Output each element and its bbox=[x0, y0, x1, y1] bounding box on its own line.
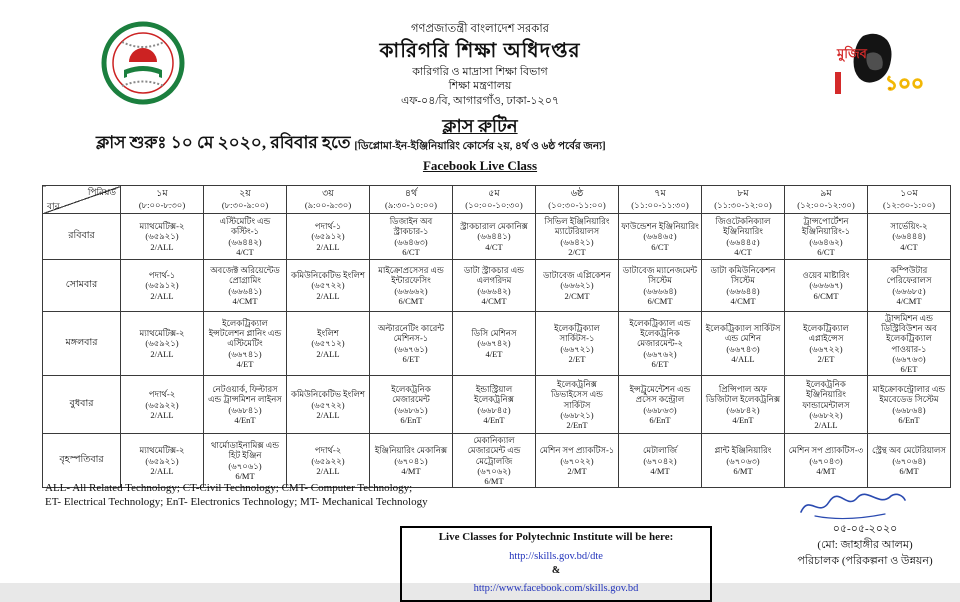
subject-name: প্লান্ট ইঞ্জিনিয়ারিং bbox=[714, 445, 772, 456]
period-header-10 bbox=[868, 186, 951, 214]
subject-name: ম্যাথমেটিক্স-২ bbox=[139, 328, 185, 339]
class-cell bbox=[121, 376, 204, 434]
class-cell bbox=[121, 434, 204, 488]
class-cell bbox=[204, 312, 287, 376]
subject-name: স্ট্রাকচারাল মেকানিক্স bbox=[460, 221, 528, 232]
division-line: কারিগরি ও মাদ্রাসা শিক্ষা বিভাগ bbox=[412, 65, 548, 78]
class-cell bbox=[453, 434, 536, 488]
routine-table bbox=[42, 185, 951, 488]
period-time: (৯:০০-৯:৩০) bbox=[304, 200, 352, 211]
signature-block bbox=[775, 522, 955, 570]
class-cell bbox=[287, 312, 370, 376]
period-label: ৭ম bbox=[654, 188, 666, 199]
group-label: 2/ALL bbox=[150, 290, 174, 301]
day-row bbox=[43, 260, 951, 312]
class-cell bbox=[453, 376, 536, 434]
subject-name: ডাটা স্ট্রাকচার এন্ড এলগরিদম bbox=[464, 265, 524, 286]
group-label: 2/ALL bbox=[150, 241, 174, 252]
day-cell: বৃহস্পতিবার bbox=[43, 434, 121, 488]
subject-name: কমিউনিকেটিভ ইংলিশ bbox=[291, 270, 365, 281]
class-cell bbox=[453, 312, 536, 376]
group-label: 4/CMT bbox=[232, 295, 258, 306]
subject-name: প্রিন্সিপাল অফ ডিজিটাল ইলেকট্রনিক্স bbox=[705, 384, 781, 405]
subject-name: ইলেকট্রিক্যাল সার্কিটস এন্ড মেশিন bbox=[705, 323, 781, 344]
period-time: (৮:০০-৮:৩০) bbox=[138, 200, 186, 211]
course-code: (৬৬৬৬৪) bbox=[643, 285, 677, 296]
subject-name: পদার্থ-২ bbox=[314, 445, 342, 456]
class-cell bbox=[121, 214, 204, 260]
group-label: 6/ET bbox=[651, 358, 669, 369]
subject-name: ডাটাবেজ ম্যানেজমেন্ট সিস্টেম bbox=[622, 265, 698, 286]
group-label: 4/EnT bbox=[732, 414, 754, 425]
course-code: (৬৬৮২১) bbox=[560, 409, 594, 420]
course-code: (৬৬৮৬১) bbox=[394, 404, 428, 415]
period-header-7 bbox=[619, 186, 702, 214]
period-label: ৬ষ্ঠ bbox=[570, 188, 584, 199]
course-code: (৬৬৮৬৩) bbox=[643, 404, 677, 415]
class-cell bbox=[536, 214, 619, 260]
subject-name: জিওটেকনিক্যাল ইঞ্জিনিয়ারিং bbox=[715, 216, 771, 237]
signature-icon bbox=[795, 490, 910, 522]
class-cell bbox=[287, 434, 370, 488]
class-cell bbox=[204, 376, 287, 434]
period-time: (১২:৩০-১:০০) bbox=[883, 200, 935, 211]
course-code: (৬৬৮৪৫) bbox=[477, 404, 511, 415]
class-cell bbox=[619, 214, 702, 260]
subject-name: ইলেকট্রিক্যাল এন্ড ইলেকট্রনিক মেজারমেন্ট-২ bbox=[629, 318, 691, 349]
period-time: (১১:৩০-১২:০০) bbox=[714, 200, 772, 211]
class-cell bbox=[868, 376, 951, 434]
course-code: (৬৬৮৪২) bbox=[726, 404, 760, 415]
subject-name: মেটালার্জি bbox=[642, 445, 678, 456]
group-label: 6/ET bbox=[402, 353, 420, 364]
subject-name: পদার্থ-১ bbox=[148, 270, 176, 281]
mujib-word-text: মুজিব bbox=[837, 46, 867, 61]
subject-name: ইলেকট্রিক্যাল সার্কিটস-১ bbox=[554, 323, 600, 344]
ministry-line: শিক্ষা মন্ত্রণালয় bbox=[448, 80, 512, 93]
group-label: 4/EnT bbox=[483, 414, 505, 425]
subject-name: ডাটাবেজ এপ্লিকেশন bbox=[543, 270, 611, 281]
subject-name: পদার্থ-২ bbox=[148, 389, 176, 400]
class-cell bbox=[785, 434, 868, 488]
group-label: 6/CT bbox=[402, 246, 420, 257]
course-code: (৬৫৯১২) bbox=[311, 231, 345, 242]
course-code: (৬৬৬৬২) bbox=[394, 285, 428, 296]
page-title: ক্লাস রুটিন bbox=[442, 116, 518, 136]
period-time: (১০:০০-১০:৩০) bbox=[465, 200, 523, 211]
signature-date: ০৫-০৫-২০২০ bbox=[832, 523, 898, 535]
group-label: 4/ALL bbox=[731, 353, 755, 364]
class-cell bbox=[619, 376, 702, 434]
course-code: (৬৫৭১২) bbox=[311, 338, 345, 349]
subject-name: থার্মোডাইনামিক্স এন্ড হিট ইঞ্জিন bbox=[210, 440, 280, 461]
group-label: 6/CMT bbox=[398, 295, 424, 306]
course-code: (৬৬৪৬২) bbox=[809, 236, 843, 247]
course-code: (৬৬৬৪২) bbox=[477, 285, 511, 296]
course-code: (৬৬৭২১) bbox=[560, 343, 594, 354]
class-cell bbox=[287, 260, 370, 312]
class-cell bbox=[370, 376, 453, 434]
period-time: (১১:০০-১১:৩০) bbox=[631, 200, 689, 211]
course-code: (৬৫৯২১) bbox=[145, 338, 179, 349]
course-code: (৬৬৭৪১) bbox=[228, 348, 262, 359]
group-label: 6/MT bbox=[235, 470, 255, 481]
class-cell bbox=[536, 260, 619, 312]
day-row bbox=[43, 214, 951, 260]
group-label: 2/ALL bbox=[316, 348, 340, 359]
period-label: ৮ম bbox=[737, 188, 749, 199]
group-label: 2/ALL bbox=[150, 348, 174, 359]
class-cell bbox=[619, 434, 702, 488]
course-code: (৬৬৭৬৩) bbox=[892, 353, 926, 364]
class-cell bbox=[370, 434, 453, 488]
course-code: (৬৬৭৪৩) bbox=[726, 343, 760, 354]
period-header-3 bbox=[287, 186, 370, 214]
subject-name: ট্রান্সপোর্টেশন ইঞ্জিনিয়ারিং-১ bbox=[801, 216, 851, 237]
letterhead bbox=[0, 22, 960, 108]
signatory-designation: পরিচালক (পরিকল্পনা ও উন্নয়ন) bbox=[797, 554, 933, 567]
govt-line: গণপ্রজাতন্ত্রী বাংলাদেশ সরকার bbox=[410, 23, 550, 35]
course-code: (৬৭০৪৩) bbox=[809, 455, 843, 466]
class-cell bbox=[536, 434, 619, 488]
class-cell bbox=[868, 434, 951, 488]
class-cell bbox=[868, 260, 951, 312]
period-header-9 bbox=[785, 186, 868, 214]
course-code: (৬৬৬৬৭) bbox=[809, 280, 843, 291]
subject-name: ম্যাথমেটিক্স-২ bbox=[139, 221, 185, 232]
course-code: (৬৬৪৬৫) bbox=[643, 231, 677, 242]
course-code: (৬৬৪৪৫) bbox=[726, 236, 760, 247]
subject-name: ডিসি মেশিনস bbox=[471, 328, 517, 339]
subject-name: এস্টিমেটিং এন্ড কস্টিং-১ bbox=[219, 216, 271, 237]
group-label: 4/CT bbox=[900, 241, 918, 252]
group-label: 6/CMT bbox=[813, 290, 839, 301]
group-label: 4/CMT bbox=[896, 295, 922, 306]
course-code: (৬৫৭২২) bbox=[311, 280, 345, 291]
course-code: (৬৬৬২১) bbox=[560, 280, 594, 291]
group-label: 6/CT bbox=[817, 246, 835, 257]
period-header-2 bbox=[204, 186, 287, 214]
course-code: (৬৬৪৬৩) bbox=[394, 236, 428, 247]
class-cell bbox=[702, 260, 785, 312]
class-cell bbox=[785, 260, 868, 312]
course-code: (৬৭০৬১) bbox=[228, 460, 262, 471]
group-label: 6/CT bbox=[651, 241, 669, 252]
group-label: 2/MT bbox=[567, 465, 587, 476]
subject-name: ইলেকট্রিক্যাল এপ্লাইন্সেস bbox=[803, 323, 849, 344]
day-row bbox=[43, 376, 951, 434]
class-cell bbox=[702, 434, 785, 488]
facebook-live-label: Facebook Live Class bbox=[422, 158, 538, 173]
class-cell bbox=[785, 312, 868, 376]
class-start-note: ক্লাস শুরুঃ ১০ মে ২০২০, রবিবার হতে bbox=[96, 133, 351, 152]
group-label: 4/CMT bbox=[730, 295, 756, 306]
subject-name: ইন্ডাস্ট্রিয়াল ইলেকট্রনিক্স bbox=[474, 384, 514, 405]
course-code: (৬৬৪২১) bbox=[560, 236, 594, 247]
group-label: 2/ALL bbox=[150, 409, 174, 420]
day-cell: বুধবার bbox=[43, 376, 121, 434]
course-code: (৬৫৯২২) bbox=[311, 455, 345, 466]
class-cell bbox=[619, 260, 702, 312]
corner-day-label: বার bbox=[47, 201, 60, 212]
period-header-5 bbox=[453, 186, 536, 214]
course-code: (৬৬৭৪২) bbox=[477, 338, 511, 349]
subject-name: ইলেকট্রনিক্স ডিভাইসেস এন্ড সার্কিটস bbox=[551, 379, 603, 410]
group-label: 2/ALL bbox=[150, 465, 174, 476]
group-label: 6/MT bbox=[484, 475, 504, 486]
subject-name: অল্টারনেটিং কারেন্ট মেশিনস-১ bbox=[377, 323, 445, 344]
group-label: 6/MT bbox=[733, 465, 753, 476]
facebook-skills-link[interactable]: http://www.facebook.com/skills.gov.bd bbox=[473, 583, 639, 595]
group-label: 2/ALL bbox=[316, 290, 340, 301]
subject-name: কমিউনিকেটিভ ইংলিশ bbox=[291, 389, 365, 400]
course-code: (৬৫৯২২) bbox=[145, 399, 179, 410]
period-label: ১০ম bbox=[900, 188, 918, 199]
legend-line-2: ET- Electrical Technology; EnT- Electronics Technology; MT- Mechanical Technology bbox=[45, 496, 428, 509]
class-cell bbox=[287, 376, 370, 434]
subject-name: ইঞ্জিনিয়ারিং মেকানিক্স bbox=[374, 445, 448, 456]
group-label: 2/ALL bbox=[316, 465, 340, 476]
day-cell: রবিবার bbox=[43, 214, 121, 260]
course-code: (৬৫৯২১) bbox=[145, 455, 179, 466]
subject-name: ইলেকট্রনিক মেজারমেন্ট bbox=[391, 384, 431, 405]
class-cell bbox=[868, 312, 951, 376]
group-label: 2/ET bbox=[817, 353, 835, 364]
subject-name: সিভিল ইঞ্জিনিয়ারিং ম্যাটেরিয়ালস bbox=[544, 216, 610, 237]
signatory-name: (মো: জাহাঙ্গীর আলম) bbox=[817, 538, 913, 551]
class-cell bbox=[204, 260, 287, 312]
class-cell bbox=[121, 260, 204, 312]
subject-name: স্ট্রেন্থ অব মেটেরিয়ালস bbox=[872, 445, 946, 456]
class-cell bbox=[370, 312, 453, 376]
group-label: 4/MT bbox=[816, 465, 836, 476]
technology-legend bbox=[45, 481, 428, 510]
period-time: (৯:৩০-১০:০০) bbox=[385, 200, 437, 211]
live-classes-box bbox=[400, 526, 712, 602]
period-label: ৯ম bbox=[820, 188, 832, 199]
course-code: (৬৬৬৪১) bbox=[228, 285, 262, 296]
course-code: (৬৭০৪২) bbox=[643, 455, 677, 466]
org-name: কারিগরি শিক্ষা অধিদপ্তর bbox=[379, 39, 581, 62]
group-label: 2/ALL bbox=[814, 419, 838, 430]
subject-name: ওয়েব মাষ্টারিং bbox=[802, 270, 850, 281]
period-header-8 bbox=[702, 186, 785, 214]
day-row bbox=[43, 312, 951, 376]
subject-name: ইংলিশ bbox=[317, 328, 339, 339]
class-cell bbox=[370, 260, 453, 312]
group-label: 4/CT bbox=[734, 246, 752, 257]
day-cell: মঙ্গলবার bbox=[43, 312, 121, 376]
group-label: 4/CT bbox=[485, 241, 503, 252]
group-label: 2/CT bbox=[568, 246, 586, 257]
period-label: ৫ম bbox=[488, 188, 500, 199]
group-label: 4/CT bbox=[236, 246, 254, 257]
period-label: ২য় bbox=[239, 188, 251, 199]
period-time: (৮:৩০-৯:০০) bbox=[221, 200, 269, 211]
group-label: 6/EnT bbox=[649, 414, 671, 425]
group-label: 4/MT bbox=[401, 465, 421, 476]
legend-line-1: ALL- All Related Technology; CT-Civil Technology; CMT- Computer Technology; bbox=[45, 482, 413, 494]
class-cell bbox=[204, 434, 287, 488]
subject-name: ডাটা কমিউনিকেশন সিস্টেম bbox=[710, 265, 776, 286]
class-cell bbox=[536, 312, 619, 376]
subject-name: মেশিন সপ প্র্যাকটিস-১ bbox=[539, 445, 615, 456]
course-code: (৬৭০৪১) bbox=[394, 455, 428, 466]
class-cell bbox=[619, 312, 702, 376]
group-label: 4/ET bbox=[236, 358, 254, 369]
course-code: (৬৬৭২২) bbox=[809, 343, 843, 354]
course-code: (৬৫৭২২) bbox=[311, 399, 345, 410]
group-label: 2/ET bbox=[568, 353, 586, 364]
group-label: 6/EnT bbox=[400, 414, 422, 425]
class-cell bbox=[121, 312, 204, 376]
day-row bbox=[43, 434, 951, 488]
class-cell bbox=[702, 312, 785, 376]
class-cell bbox=[536, 376, 619, 434]
class-cell bbox=[785, 214, 868, 260]
corner-period-label: পিরিয়ড bbox=[87, 187, 116, 197]
table-header-row bbox=[43, 186, 951, 214]
subject-name: ইন্সট্রুমেন্টেশন এন্ড প্রসেস কন্ট্রোল bbox=[629, 384, 691, 405]
class-cell bbox=[453, 214, 536, 260]
group-label: 4/ET bbox=[485, 348, 503, 359]
course-subtitle: [ডিপ্লোমা-ইন-ইঞ্জিনিয়ারিং কোর্সের ২য়, ৪র্থ ও ৬ষ্ঠ পর্বের জন্য] bbox=[354, 141, 606, 152]
period-time: (১২:০০-১২:৩০) bbox=[797, 200, 855, 211]
subject-name: মাইক্রোকন্ট্রোলার এন্ড ইমবেডেড সিস্টেম bbox=[872, 384, 946, 405]
period-label: ১ম bbox=[156, 188, 168, 199]
subject-name: সার্ভেয়িং-২ bbox=[890, 221, 928, 232]
group-label: 6/CMT bbox=[647, 295, 673, 306]
subject-name: ট্রান্সমিশন এন্ড ডিস্ট্রিবিউশন অব ইলেকট্রিক্যাল পাওয়ার-১ bbox=[881, 313, 937, 354]
course-code: (৬৬৭৬২) bbox=[643, 348, 677, 359]
subject-name: ডিজাইন অব স্ট্রাকচার-১ bbox=[389, 216, 433, 237]
period-header-6 bbox=[536, 186, 619, 214]
course-code: (৬৭০৬৩) bbox=[726, 455, 760, 466]
course-code: (৬৬৮৪১) bbox=[228, 404, 262, 415]
subject-name: মাইক্রোপ্রসেসর এন্ড ইন্টারফেসিং bbox=[378, 265, 444, 286]
course-code: (৬৭০৬৪) bbox=[892, 455, 926, 466]
course-code: (৬৬৪৪২) bbox=[228, 236, 262, 247]
subject-name: ইলেকট্রনিক ইঞ্জিনিয়ারিং ফান্ডামেন্টালস bbox=[802, 379, 850, 410]
course-code: (৬৬৬৪৪) bbox=[726, 285, 760, 296]
group-label: 2/CMT bbox=[564, 290, 590, 301]
class-cell bbox=[785, 376, 868, 434]
group-label: 4/EnT bbox=[234, 414, 256, 425]
class-cell bbox=[702, 214, 785, 260]
course-code: (৬৫৯১২) bbox=[145, 280, 179, 291]
class-cell bbox=[702, 376, 785, 434]
class-cell bbox=[868, 214, 951, 260]
subject-name: ফাউন্ডেশন ইঞ্জিনিয়ারিং bbox=[621, 221, 699, 232]
period-label: ৩য় bbox=[322, 188, 334, 199]
course-code: (৬৭০২২) bbox=[560, 455, 594, 466]
course-code: (৬৬৪৪৪) bbox=[892, 231, 926, 242]
class-cell bbox=[453, 260, 536, 312]
subject-name: নেটওয়ার্ক, ফিল্টারস এন্ড ট্রান্সমিশন লাইনস bbox=[208, 384, 282, 405]
group-label: 4/MT bbox=[650, 465, 670, 476]
course-code: (৬৬৪৪১) bbox=[477, 231, 511, 242]
course-code: (৬৭০৬২) bbox=[477, 465, 511, 476]
mujib-100-text: ১০০ bbox=[885, 73, 924, 95]
class-cell bbox=[204, 214, 287, 260]
subject-name: পদার্থ-১ bbox=[314, 221, 342, 232]
period-header-4 bbox=[370, 186, 453, 214]
subject-name: ম্যাথমেটিক্স-২ bbox=[139, 445, 185, 456]
group-label: 2/ALL bbox=[316, 409, 340, 420]
course-code: (৬৬৮২২) bbox=[809, 409, 843, 420]
group-label: 6/MT bbox=[899, 465, 919, 476]
group-label: 4/CMT bbox=[481, 295, 507, 306]
subject-name: ইলেকট্রিক্যাল ইন্সটলেশন প্লানিং এন্ড এস্টিমেটিং bbox=[208, 318, 282, 349]
group-label: 6/ET bbox=[900, 363, 918, 374]
ampersand-text: & bbox=[551, 564, 561, 576]
period-label: ৪র্থ bbox=[404, 188, 418, 199]
period-time: (১০:৩০-১১:০০) bbox=[548, 200, 606, 211]
corner-cell bbox=[43, 186, 121, 214]
subject-name: কম্পিউটার পেরিফেরালস bbox=[886, 265, 932, 286]
course-code: (৬৬৮৬৪) bbox=[892, 404, 926, 415]
subject-name: মেশিন সপ প্র্যাকটিস-৩ bbox=[788, 445, 864, 456]
group-label: 6/EnT bbox=[898, 414, 920, 425]
group-label: 2/ALL bbox=[316, 241, 340, 252]
course-code: (৬৫৯২১) bbox=[145, 231, 179, 242]
skills-dte-link[interactable]: http://skills.gov.bd/dte bbox=[509, 550, 603, 562]
course-code: (৬৬৭৬১) bbox=[394, 343, 428, 354]
class-cell bbox=[370, 214, 453, 260]
live-box-heading: Live Classes for Polytechnic Institute will be here: bbox=[438, 531, 674, 543]
subject-name: মেকানিক্যাল মেজারমেন্ট এন্ড মেট্রোলজি bbox=[467, 435, 521, 466]
group-label: 2/EnT bbox=[566, 419, 588, 430]
subject-name: অবজেক্ট অরিয়েন্টেড প্রোগ্রামিং bbox=[210, 265, 280, 286]
day-cell: সোমবার bbox=[43, 260, 121, 312]
address-line: এফ-০৪/বি, আগারগাঁও, ঢাকা-১২০৭ bbox=[400, 94, 560, 107]
class-cell bbox=[287, 214, 370, 260]
course-code: (৬৬৬৮৫) bbox=[892, 285, 926, 296]
period-header-1 bbox=[121, 186, 204, 214]
